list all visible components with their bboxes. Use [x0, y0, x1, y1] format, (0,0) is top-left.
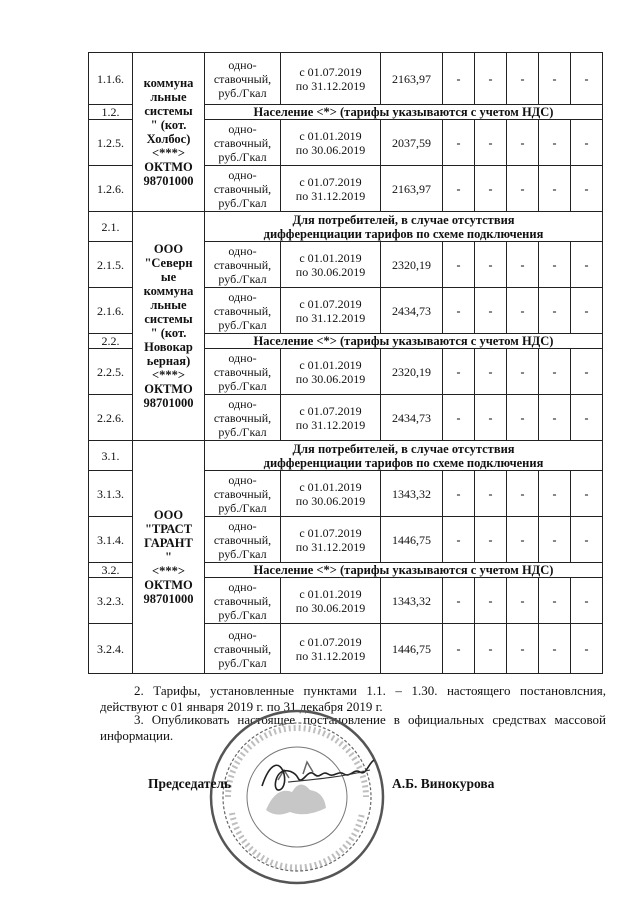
cell-line: руб./Гкал — [218, 317, 267, 332]
cell-line: руб./Гкал — [218, 149, 267, 164]
cell-line: по 31.12.2019 — [295, 539, 366, 554]
period-cell — [281, 517, 381, 563]
empty-value-dash: - — [443, 624, 475, 674]
cell-line: руб./Гкал — [218, 424, 267, 439]
empty-value-dash: - — [507, 53, 539, 105]
period-cell — [281, 395, 381, 441]
cell-line: с 01.01.2019 — [299, 586, 362, 601]
cell-line: коммуна — [143, 284, 194, 298]
empty-value-dash: - — [507, 578, 539, 624]
category-banner: Население <*> (тарифы указываются с учетом НДС) — [205, 563, 603, 578]
table-row — [89, 53, 603, 105]
cell-line: одно- — [228, 579, 257, 594]
empty-value-dash: - — [443, 242, 475, 288]
empty-value-dash: - — [475, 624, 507, 674]
category-banner — [205, 212, 603, 242]
row-number: 3.1.4. — [89, 517, 133, 563]
cell-line: с 01.01.2019 — [299, 250, 362, 265]
tariff-unit-cell — [205, 517, 281, 563]
row-number: 3.1. — [89, 441, 133, 471]
paragraph-3: 3. Опубликовать настоящее постановление в официальных средствах массовой информации. — [100, 712, 606, 743]
tariff-unit-cell — [205, 395, 281, 441]
period-cell — [281, 471, 381, 517]
cell-line: руб./Гкал — [218, 546, 267, 561]
empty-value-dash: - — [443, 288, 475, 334]
tariff-value: 1446,75 — [381, 624, 443, 674]
cell-line: с 01.07.2019 — [299, 525, 362, 540]
cell-line: с 01.07.2019 — [299, 296, 362, 311]
cell-line: руб./Гкал — [218, 85, 267, 100]
cell-line: 98701000 — [143, 396, 194, 410]
tariff-value: 2434,73 — [381, 288, 443, 334]
cell-line: ставочный, — [213, 135, 272, 150]
tariff-value: 1343,32 — [381, 471, 443, 517]
empty-value-dash: - — [443, 120, 475, 166]
row-number: 1.2.6. — [89, 166, 133, 212]
empty-value-dash: - — [507, 624, 539, 674]
empty-value-dash: - — [539, 578, 571, 624]
cell-line: "ТРАСТ — [144, 522, 193, 536]
empty-value-dash: - — [475, 517, 507, 563]
cell-line: одно- — [228, 243, 257, 258]
tariff-value: 1343,32 — [381, 578, 443, 624]
cell-line: Для потребителей, в случае отсутствия — [292, 441, 515, 456]
cell-line: ставочный, — [213, 71, 272, 86]
cell-line: системы — [144, 312, 193, 326]
cell-line: " (кот. — [150, 326, 187, 340]
cell-line: ставочный, — [213, 303, 272, 318]
cell-line: с 01.01.2019 — [299, 128, 362, 143]
empty-value-dash: - — [443, 166, 475, 212]
empty-value-dash: - — [443, 517, 475, 563]
cell-line: <***> — [152, 564, 185, 578]
empty-value-dash: - — [475, 288, 507, 334]
cell-line: дифференциации тарифов по схеме подключения — [263, 455, 544, 470]
table-row — [89, 212, 603, 242]
empty-value-dash: - — [507, 242, 539, 288]
cell-line: с 01.01.2019 — [299, 479, 362, 494]
empty-value-dash: - — [571, 471, 603, 517]
empty-value-dash: - — [443, 471, 475, 517]
category-banner — [205, 441, 603, 471]
cell-line: по 30.06.2019 — [295, 371, 366, 386]
empty-value-dash: - — [571, 349, 603, 395]
period-cell — [281, 624, 381, 674]
cell-line: ОКТМО — [144, 578, 193, 592]
cell-line: по 31.12.2019 — [295, 310, 366, 325]
tariff-value: 1446,75 — [381, 517, 443, 563]
empty-value-dash: - — [475, 349, 507, 395]
cell-line: руб./Гкал — [218, 378, 267, 393]
cell-line: ставочный, — [213, 593, 272, 608]
cell-line: по 31.12.2019 — [295, 188, 366, 203]
empty-value-dash: - — [571, 624, 603, 674]
cell-line: ставочный, — [213, 532, 272, 547]
cell-line: ОКТМО — [144, 382, 193, 396]
tariff-value: 2163,97 — [381, 166, 443, 212]
cell-line: одно- — [228, 350, 257, 365]
cell-line: одно- — [228, 57, 257, 72]
cell-line: ООО — [153, 508, 184, 522]
cell-line: руб./Гкал — [218, 655, 267, 670]
cell-line: системы — [144, 104, 193, 118]
empty-value-dash: - — [539, 288, 571, 334]
row-number: 2.2.6. — [89, 395, 133, 441]
empty-value-dash: - — [539, 242, 571, 288]
row-number: 3.2.3. — [89, 578, 133, 624]
cell-line: коммуна — [143, 76, 194, 90]
cell-line: ООО — [153, 242, 184, 256]
empty-value-dash: - — [571, 166, 603, 212]
paragraph-2: 2. Тарифы, установленные пунктами 1.1. – 1.30. настоящего постановлсния, действуют с 01 января 2019 г. по 31 декабря 2019 г. — [100, 683, 606, 714]
empty-value-dash: - — [475, 120, 507, 166]
row-number: 3.2. — [89, 563, 133, 578]
row-number: 2.1.5. — [89, 242, 133, 288]
empty-value-dash: - — [571, 395, 603, 441]
tariff-table-body — [89, 53, 603, 674]
row-number: 1.1.6. — [89, 53, 133, 105]
cell-line: руб./Гкал — [218, 607, 267, 622]
cell-line: с 01.07.2019 — [299, 403, 362, 418]
cell-line: одно- — [228, 396, 257, 411]
category-banner: Население <*> (тарифы указываются с учетом НДС) — [205, 105, 603, 120]
cell-line: с 01.07.2019 — [299, 174, 362, 189]
empty-value-dash: - — [539, 349, 571, 395]
cell-line: по 31.12.2019 — [295, 417, 366, 432]
cell-line: по 30.06.2019 — [295, 264, 366, 279]
cell-line: " — [165, 550, 172, 564]
cell-line: одно- — [228, 627, 257, 642]
row-number: 2.1. — [89, 212, 133, 242]
empty-value-dash: - — [539, 53, 571, 105]
organization-cell — [133, 53, 205, 212]
empty-value-dash: - — [475, 53, 507, 105]
cell-line: льные — [150, 298, 187, 312]
cell-line: с 01.07.2019 — [299, 64, 362, 79]
cell-line: ГАРАНТ — [144, 536, 193, 550]
cell-line: ставочный, — [213, 486, 272, 501]
empty-value-dash: - — [507, 471, 539, 517]
handwritten-signature — [258, 752, 376, 800]
empty-value-dash: - — [539, 517, 571, 563]
cell-line: ставочный, — [213, 257, 272, 272]
empty-value-dash: - — [571, 242, 603, 288]
organization-cell — [133, 441, 205, 674]
period-cell — [281, 578, 381, 624]
cell-line: руб./Гкал — [218, 500, 267, 515]
cell-line: <***> — [152, 146, 185, 160]
empty-value-dash: - — [475, 471, 507, 517]
cell-line: ьерная) — [146, 354, 191, 368]
cell-line: " (кот. — [150, 118, 187, 132]
tariff-unit-cell — [205, 242, 281, 288]
tariff-unit-cell — [205, 53, 281, 105]
cell-line: с 01.01.2019 — [299, 357, 362, 372]
empty-value-dash: - — [475, 578, 507, 624]
cell-line: по 31.12.2019 — [295, 78, 366, 93]
empty-value-dash: - — [507, 349, 539, 395]
tariff-unit-cell — [205, 578, 281, 624]
cell-line: по 30.06.2019 — [295, 142, 366, 157]
empty-value-dash: - — [539, 624, 571, 674]
cell-line: ОКТМО — [144, 160, 193, 174]
empty-value-dash: - — [507, 395, 539, 441]
tariff-unit-cell — [205, 166, 281, 212]
empty-value-dash: - — [571, 578, 603, 624]
empty-value-dash: - — [571, 53, 603, 105]
period-cell — [281, 166, 381, 212]
cell-line: ставочный, — [213, 641, 272, 656]
cell-line: дифференциации тарифов по схеме подключения — [263, 226, 544, 241]
empty-value-dash: - — [571, 288, 603, 334]
empty-value-dash: - — [507, 517, 539, 563]
empty-value-dash: - — [539, 166, 571, 212]
row-number: 2.2.5. — [89, 349, 133, 395]
empty-value-dash: - — [475, 242, 507, 288]
row-number: 2.2. — [89, 334, 133, 349]
tariff-value: 2037,59 — [381, 120, 443, 166]
period-cell — [281, 53, 381, 105]
cell-line: ставочный, — [213, 364, 272, 379]
cell-line: льные — [150, 90, 187, 104]
cell-line: ые — [160, 270, 177, 284]
tariff-value: 2320,19 — [381, 349, 443, 395]
empty-value-dash: - — [443, 53, 475, 105]
empty-value-dash: - — [571, 517, 603, 563]
period-cell — [281, 120, 381, 166]
empty-value-dash: - — [443, 578, 475, 624]
cell-line: по 30.06.2019 — [295, 493, 366, 508]
row-number: 2.1.6. — [89, 288, 133, 334]
cell-line: одно- — [228, 518, 257, 533]
empty-value-dash: - — [475, 166, 507, 212]
cell-line: руб./Гкал — [218, 271, 267, 286]
empty-value-dash: - — [539, 471, 571, 517]
cell-line: Холбос) — [146, 132, 191, 146]
period-cell — [281, 242, 381, 288]
table-row — [89, 441, 603, 471]
cell-line: 98701000 — [143, 174, 194, 188]
tariff-unit-cell — [205, 349, 281, 395]
empty-value-dash: - — [475, 395, 507, 441]
empty-value-dash: - — [507, 288, 539, 334]
empty-value-dash: - — [443, 349, 475, 395]
cell-line: одно- — [228, 167, 257, 182]
empty-value-dash: - — [507, 120, 539, 166]
signer-name: А.Б. Винокурова — [392, 776, 495, 791]
empty-value-dash: - — [443, 395, 475, 441]
cell-line: ставочный, — [213, 410, 272, 425]
cell-line: одно- — [228, 121, 257, 136]
signature-title: Председатель — [148, 776, 232, 791]
category-banner: Население <*> (тарифы указываются с учетом НДС) — [205, 334, 603, 349]
cell-line: ставочный, — [213, 181, 272, 196]
tariff-unit-cell — [205, 120, 281, 166]
cell-line: одно- — [228, 472, 257, 487]
row-number: 1.2. — [89, 105, 133, 120]
tariff-table — [88, 52, 603, 674]
tariff-unit-cell — [205, 288, 281, 334]
cell-line: Для потребителей, в случае отсутствия — [292, 212, 515, 227]
empty-value-dash: - — [539, 120, 571, 166]
cell-line: по 30.06.2019 — [295, 600, 366, 615]
tariff-value: 2163,97 — [381, 53, 443, 105]
organization-cell — [133, 212, 205, 441]
row-number: 3.2.4. — [89, 624, 133, 674]
cell-line: Новокар — [144, 340, 193, 354]
cell-line: с 01.07.2019 — [299, 634, 362, 649]
row-number: 1.2.5. — [89, 120, 133, 166]
empty-value-dash: - — [539, 395, 571, 441]
tariff-value: 2434,73 — [381, 395, 443, 441]
cell-line: "Северн — [144, 256, 193, 270]
empty-value-dash: - — [571, 120, 603, 166]
period-cell — [281, 349, 381, 395]
tariff-value: 2320,19 — [381, 242, 443, 288]
tariff-unit-cell — [205, 471, 281, 517]
row-number: 3.1.3. — [89, 471, 133, 517]
cell-line: по 31.12.2019 — [295, 648, 366, 663]
cell-line: <***> — [152, 368, 185, 382]
period-cell — [281, 288, 381, 334]
cell-line: одно- — [228, 289, 257, 304]
cell-line: руб./Гкал — [218, 195, 267, 210]
empty-value-dash: - — [507, 166, 539, 212]
tariff-unit-cell — [205, 624, 281, 674]
cell-line: 98701000 — [143, 592, 194, 606]
